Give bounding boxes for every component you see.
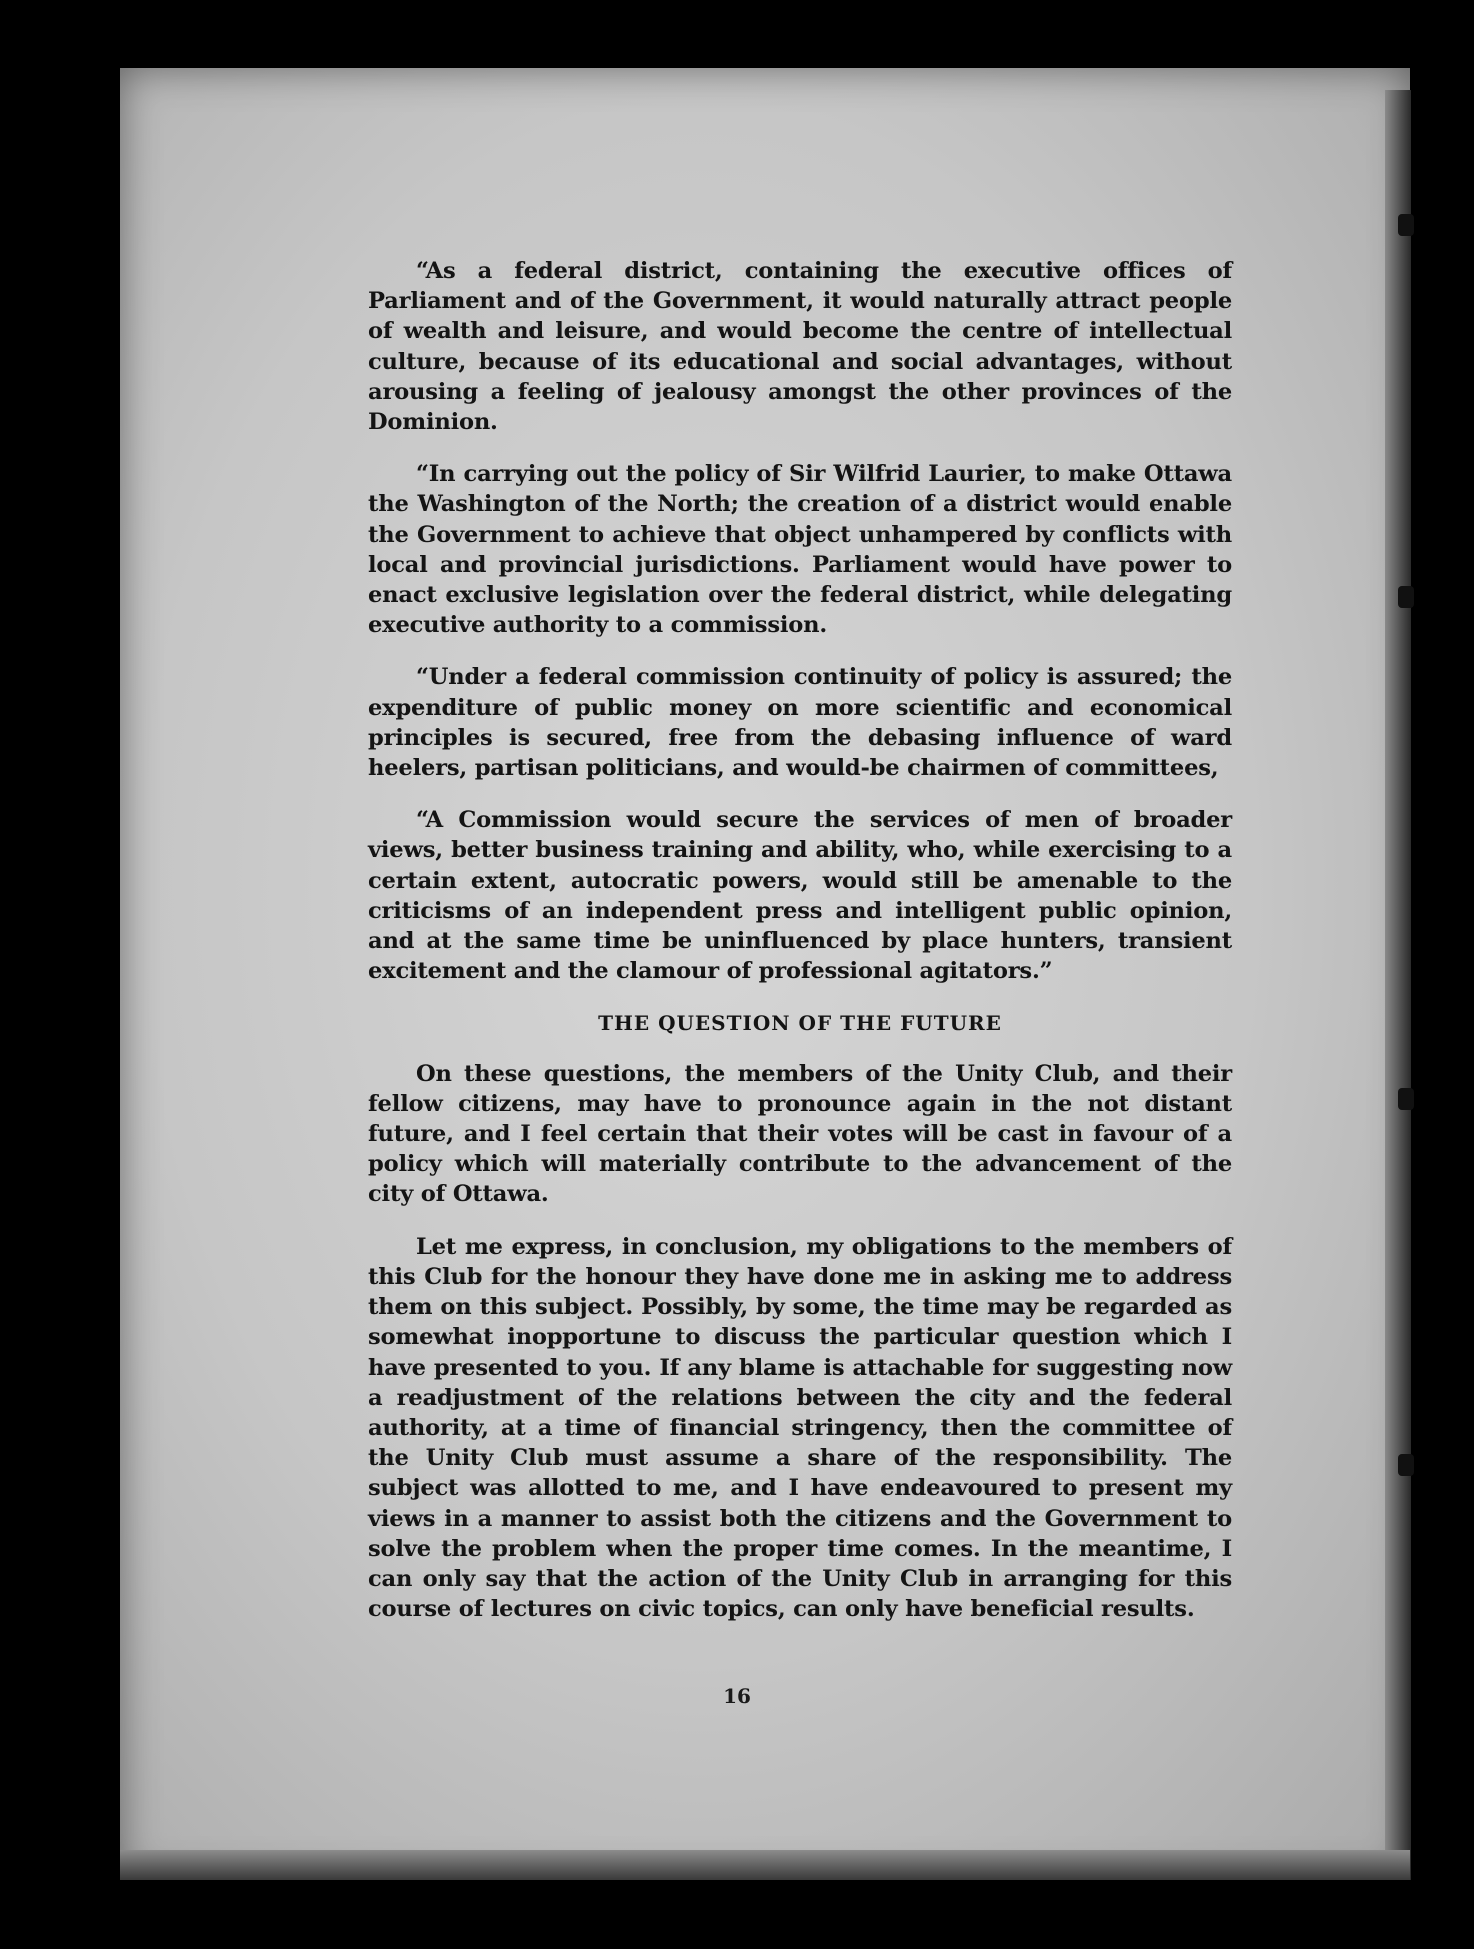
body-text [368, 256, 1232, 1646]
paragraph: On these questions, the members of the Unity Club, and their fellow citizens, may have to pronounce again in the not distant future, and I feel certain that their votes will be cast in favour of a policy which will materially contribute to the advancement of the city of Ottawa. [368, 1060, 1232, 1208]
paragraph: “A Commission would secure the services of men of broader views, better business training and ability, who, while exercising to a certain extent, autocratic powers, would still be amenable to the criticisms of an independent press and intelligent public opinion, and at the same time be uninfluenced by place hunters, transient excitement and the clamour of professional agitators.” [368, 807, 1232, 985]
binding-mark [1398, 214, 1414, 236]
binding-mark [1398, 1454, 1414, 1476]
section-heading: THE QUESTION OF THE FUTURE [598, 1011, 1002, 1036]
paragraph: “In carrying out the policy of Sir Wilfrid Laurier, to make Ottawa the Washington of the North; the creation of a district would enable the Government to achieve that object unhampered by conflicts with local and provincial jurisdictions. Parliament would have power to enact exclusive legislation over the federal district, while delegating executive authority to a commission. [368, 461, 1232, 639]
page-bottom-edge-shadow [120, 1850, 1410, 1880]
binding-mark [1398, 1088, 1414, 1110]
binding-mark [1398, 586, 1414, 608]
paragraph: “As a federal district, containing the executive offices of Parliament and of the Government, it would naturally attract people of wealth and leisure, and would become the centre of intellectual culture, because of its educational and social advantages, without arousing a feeling of jealousy amongst the other provinces of the Dominion. [368, 258, 1232, 436]
paragraph: Let me express, in conclusion, my obligations to the members of this Club for the honour they have done me in asking me to address them on this subject. Possibly, by some, the time may be regarded as somewhat inopportune to discuss the particular question which I have presented to you. If any blame is attachable for suggesting now a readjustment of the relations between the city and the federal authority, at a time of financial stringency, then the committee of the Unity Club must assume a share of the responsibility. The subject was allotted to me, and I have endeavoured to present my views in a manner to assist both the citizens and the Government to solve the problem when the proper time comes. In the meantime, I can only say that the action of the Unity Club in arranging for this course of lectures on civic topics, can only have beneficial results. [368, 1233, 1232, 1623]
paragraph: “Under a federal commission continuity of policy is assured; the expenditure of public money on more scientific and economical principles is secured, free from the debasing influence of ward heelers, partisan politicians, and would-be chairmen of committees, [368, 664, 1232, 782]
page-number: 16 [723, 1684, 751, 1708]
page-edge-shadow [1385, 90, 1411, 1880]
